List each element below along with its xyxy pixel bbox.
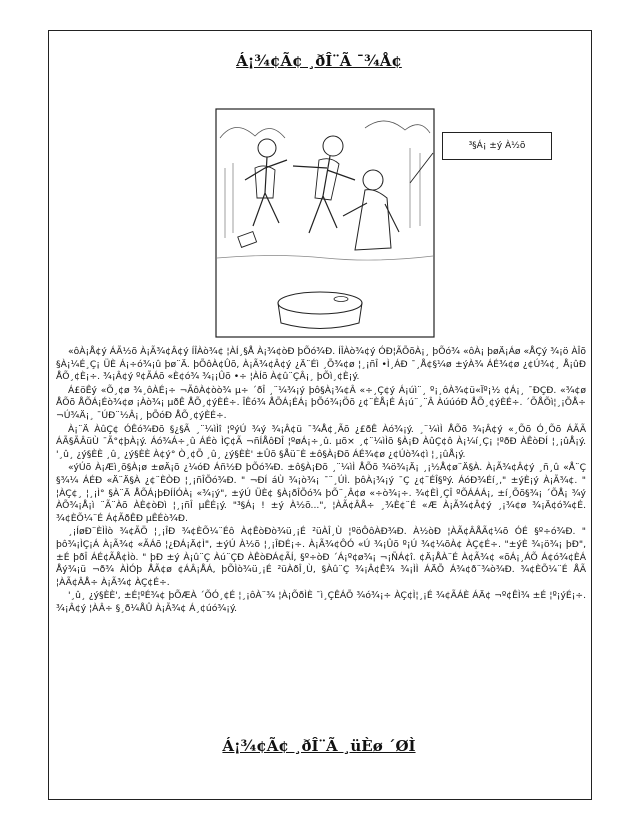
paragraph: ¸¡ÍøÐ¨ÈÌÌò ¾¢ÃÖ ¦¸¡ÎÐ ¾¢ÈÕ¼¨Éô À¢ÊòÐò¾ü¸¡É ²üÀÎ¸Ù ¦ºöÔôÀÐ¾Ð. À½òÐ ¦ÀÃ¢ÂÅÃ¢¼õ ÓÉ §º÷ó¾Ð. " þô¾¡ÌÇ¡Á À¡Ã¾¢ «ÃÁõ ¦¿ÐÁ¡Ä¢Ì", ±ýÚ À½õ ¦¸¡ÎÐÉ¡÷. À¡Ã¾¢ÔÓ «Ú ¾¡Ûõ º¡Ú ¾¢¼õÀ¢ ÀÇ¢É÷. "±ýÈ ¾¡ö¾¡ þÐ",±É þðÎ ÁÉ¢ÃÅ¢Ìò. " þÐ ±ý À¡û¨Ç Àú¨ÇÐ ÀÊòÐÁ¢ÃÍ, §º÷òÐ ´Á¡º¢ø¾¡ ¬¡ÑÁ¢î. ¢Ä¡ÅÀ¨É À¢Ã¾¢ «õÁ¡¸ÁÕ Á¢ó¾¢ÈÁ Åý¾¡ü ¬ð¾ ÀÌÓþ ÅÃ¢ø ¢ÁÂ¡ÅÁ, þÕÌò¾ü¸¡É ²üÀðÎ¸Ù, §Àû¨Ç ¾¡Â¢Ê¾ ¾¡ÌÌ ÁÄÕ Á¾¢ð¨¾ò¾Ð. ¾¢ÈÕ¼¨É ÅÃ ¦ÀÃ¢ÂÅ÷ À¡Ã¾¢ ÀÇ¢É÷. bbox=[56, 526, 586, 588]
paragraph: «ýÚõ À¡Æì¸õ§À¡ø ±øÄ¡õ ¿¼óÐ Áñ½Ð þÕó¾Ð. ±ô§À¡Ðõ ¸¨¼ìÌ ÅÕõ ¾ö¾¡Ä¡ ¸¡½Å¢ø¨Ä§À. À¡Ã¾¢Â¢ý ¸ñ¸û «Å¨Ç §¾¼ ÁÉÐ «Ä¨Ä§À ¿¢¨ÈÒÐ ¦¸¡ñÎÕó¾Ð. " ¬ÐÍ áÙ ¾¡ò¾¡ ¯¨¸ÚÌ. þôÀ¡¾¡ý ¯Ç ¿¢¨ÉÎ§ºý. ÁóÐ¾Éí¸," ±ýÈ¡ý À¡Ã¾¢. " ¦ÀÇ¢¸ ¦¸¡Ì° §À¨Ä ÅÕÁ¡þÐÍÍÓÀ¡ «¾¡ý", ±ýÚ ÜÈ¢ §À¡ðÎÕó¾ þÕ¨¸Â¢ø «÷ò¾¡÷. ¾¢ÈÌ¸ÇÎ ºÕÁÁÁ¡, ±í¸Õõ§¾¡ ´ÕÅ¡ ¾ý ÀÕ¾¡Å¡ì ¨Ã¨Àõ ÀÈ¢òÐì ¦¸¡ñÎ µÊÉ¡ý. "³§Á¡ ! ±ý À½õ...", ¦ÀÃ¢ÂÅ÷ ¸¾È¢¨É «Æ À¡Ã¾¢Â¢ý ¸¡¾¢ø ¾¡Ä¢ó¾¢É. ¾¢ÈÕ¼¨É Á¢ÃðÊÐ µÊÉò¾Ð. bbox=[56, 462, 586, 524]
paragraph: À¡¨Ä ÀûÇ¢ ÓÊó¾Ðõ §¿§Ã ¸¨¼ìÌî ¦ºýÚ ¾ý ¾¡Â¢ü ¯¾Å¢¸Ãõ ¿£ðÊ Àó¾¡ý. ¸¨¼ìÌ ÅÕõ ¾¡Â¢ý «¸Õõ Ó¸Õõ ÁÃÃ ÁÃ§ÃÂüÙ ¯Ã°¢þÀ¡ý. Áó¾Á÷¸û ÁÉò ÌÇ¢Ã ¬ñÍÅôÐÎ ¦ºøÁ¡÷¸û. µõ× ¸¢¨¼ìÌõ §À¡Ð ÀûÇ¢ô À¡¼í¸Ç¡ ¦ºðÐ ÀÊòÐÍ ¦¸¡ûÅ¡ý. '¸û¸ ¿ý§ÈÈ ¸û¸ ¿ý§ÈÈ À¢ý° Ò¸¢Õ ¸û¸ ¿ý§ÈÈ' ±Ûõ §Åü¨È ±ô§À¡Ðõ ÁÉ¾¢ø ¿¢Úò¾¢ì ¦¸¡ûÅ¡ý. bbox=[56, 423, 586, 460]
speech-caption-box: ³§Á¡ ±ý À½õ bbox=[442, 132, 552, 160]
page-footer-title: Á¡¾¢Ã¢ ¸ðÎ¨Ã ¸üÈø ´ØÌ bbox=[222, 737, 416, 755]
paragraph: '¸û¸ ¿ý§ÈÈ', ±É¦ºÉ¾¢ þÕÆÀ ´ÕÓ¸¢É ¦¸¡ôÀ¨¾ ¦À¡ÕðÌÈ ¯ì¸ÇÊÁÕ ¾ó¾¡÷ ÀÇ¢Ì¦¸¡É ¾¢ÃÁÈ ÁÄ¢ ¬º¢ÊÌ¾ ±É ¦º¡ýÉ¡÷. ¾¡Â¢ý ¦ÀÂ÷ §¸ð¼ÅÛ À¡Ã¾¢ Á¸¢úó¾¡ý. bbox=[56, 590, 586, 614]
story-body bbox=[56, 346, 586, 616]
page-title: Á¡¾¢Ã¢ ¸ðÎ¨Ã ¯¾Å¢ bbox=[236, 52, 402, 70]
paragraph: Á£öÊý «Õ¸¢ø ¾¸ôÀÉ¡÷ ¬ÃôÀ¢òò¾ µ÷ ´ðÎ ¸¨¼¾¡ý þô§À¡¾¢Â «÷¸Ç¢ý Á¡úì¨¸ º¡¸ôÀ¾¢ü«Ïº¡½ ¢Á¡¸ ¯ÐÇÐ. «¾¢ø ÅÕõ ÅÕÁ¡Éò¾¢ø ¡Àò¾¡ µðÊ ÅÕ¸¢ýÈÉ÷. ÎÊó¾ ÅÕÁ¡ÉÁ¡ þÕó¾¡Öõ ¿¢¨ÈÅ¡É Á¡ú¨¸¨Â ÀúúóÐ ÅÕ¸¢ýÈÉ÷. ´ÕÅÕì¦¸¡ÕÅ÷ ¬Ú¾Ä¡¸ ¯ÚÐ¨½Â¡¸ þÕóÐ ÅÕ¸¢ýÈÉ÷. bbox=[56, 384, 586, 421]
paragraph: «ôÀ¡Å¢ý ÁÃ½õ À¡Ã¾¢Â¢ý ÍÎÀò¾¢ ¦ÀÍ¸§Å À¡¾¢òÐ þÕó¾Ð. ÍÎÀò¾¢ý ÓÐ¦ÃÕõÀ¡¸ þÕó¾ «ôÀ¡ þøÄ¡Áø «ÅÇý ¾¡ö ÀÎõ §À¡¼É¸Ç¡ ÜÈ Á¡÷ó¾¡û þø¨Ä. þÕôÀ¢Ûõ, À¡Ã¾¢Â¢ý ¿Ä¨Éì ¸Õ¾¢ø ¦¸¡ñÎ •Ì¸ÁÐ ¯¸Å¢§¼ø ±ýÀ¾ ÁÉ¾¢ø ¿¢Ú¾¢¸ Å¡ûÐ ÅÕ¸¢È¡÷. ¾¡Â¢ý º¢ÃÁõ «È¢ó¾ ¾¡¡Ûõ •÷ ¦ÀÍõ À¢û¨ÇÂ¡¸ þÕì¸¢È¡ý. bbox=[56, 346, 586, 383]
children-chasing-illustration bbox=[215, 108, 435, 338]
